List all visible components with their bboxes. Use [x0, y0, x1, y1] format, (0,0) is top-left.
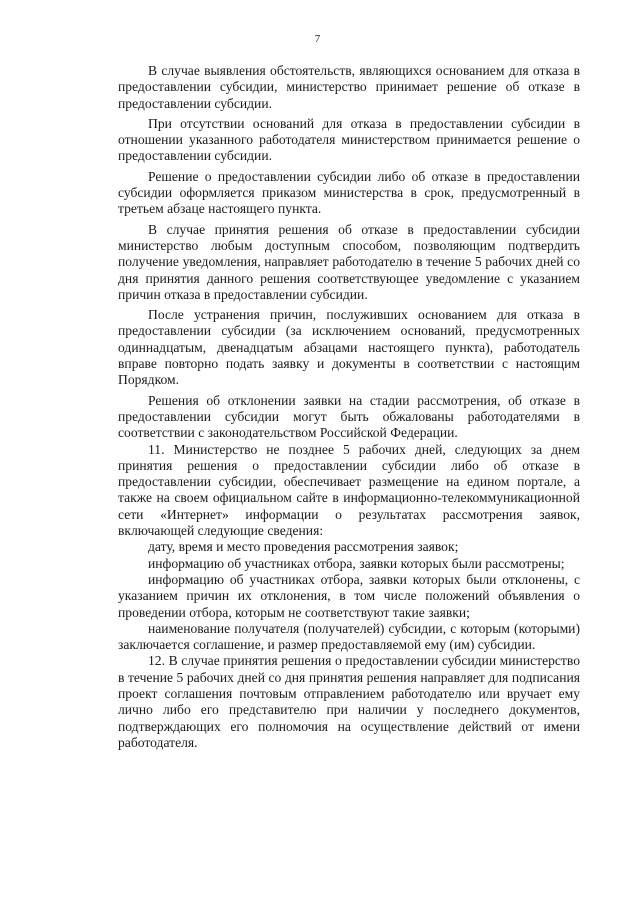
page-number: 7: [314, 33, 321, 45]
document-body: [118, 63, 580, 751]
paragraph-decision-order: Решение о предоставлении субсидии либо об отказе в предоставлении субсидии оформляется приказом министерства в срок, предусмотренный в третьем абзаце настоящего пункта.: [118, 168, 580, 217]
list-item-reviewed-participants: информацию об участниках отбора, заявки которых были рассмотрены;: [148, 555, 565, 571]
paragraph-appeal: Решения об отклонении заявки на стадии рассмотрения, об отказе в предоставлении субсидии могут быть обжалованы работодателями в соответствии с законодательством Российской Федерации.: [118, 392, 580, 441]
paragraph-refusal-circumstances: В случае выявления обстоятельств, являющихся основанием для отказа в предоставлении субсидии, министерство принимает решение об отказе в предоставлении субсидии.: [118, 63, 580, 111]
paragraph-resubmission: После устранения причин, послуживших основанием для отказа в предоставлении субсидии (за исключением оснований, предусмотренных одиннадцатым, двенадцатым абзацами настоящего пункта), работодатель вправе повторно подать заявку и документы в соответствии с настоящим Порядком.: [118, 307, 580, 388]
paragraph-no-grounds-for-refusal: При отсутствии оснований для отказа в предоставлении субсидии в отношении указанного работодателя министерством принимается решение о предоставлении субсидии.: [118, 115, 580, 164]
paragraph-item-11: 11. Министерство не позднее 5 рабочих дней, следующих за днем принятия решения о предоставлении субсидии либо об отказе в предоставлении субсидии, обеспечивает размещение на едином портале, а также на своем официальном сайте в информационно-телекоммуникационной сети «Интернет» информации о результатах рассмотрения заявок, включающей следующие сведения:: [118, 441, 580, 539]
paragraph-refusal-notification: В случае принятия решения об отказе в предоставлении субсидии министерство любым доступным способом, позволяющим подтвердить получение уведомления, направляет работодателю в течение 5 рабочих дней со дня принятия данного решения соответствующее уведомление с указанием причин отказа в предоставлении субсидии.: [118, 221, 580, 302]
list-item-recipient-name: наименование получателя (получателей) субсидии, с которым (которыми) заключается соглашение, и размер предоставляемой ему (им) субсидии.: [118, 620, 580, 653]
list-item-date-time-place: дату, время и место проведения рассмотрения заявок;: [148, 539, 459, 555]
list-item-rejected-participants: информацию об участниках отбора, заявки которых были отклонены, с указанием причин их отклонения, в том числе положений объявления о проведении отбора, которым не соответствуют такие заявки;: [118, 571, 580, 620]
paragraph-item-12: 12. В случае принятия решения о предоставлении субсидии министерство в течение 5 рабочих дней со дня принятия решения направляет для подписания проект соглашения почтовым отправлением работодателю или вручает ему лично либо его представителю при наличии у последнего документов, подтверждающих его полномочия на осуществление действий от имени работодателя.: [118, 653, 580, 750]
